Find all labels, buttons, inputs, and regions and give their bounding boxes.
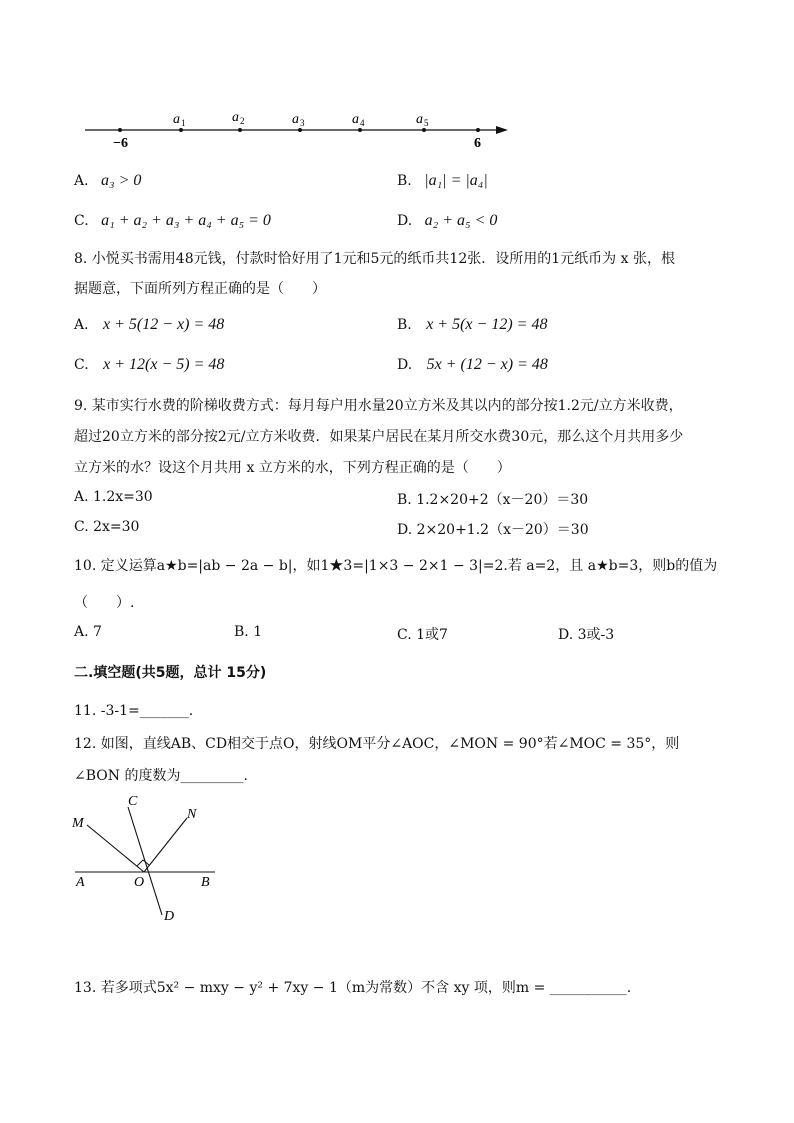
- label-a1-sub: 1: [181, 118, 186, 128]
- point-a2: [238, 128, 242, 132]
- q13-stem: 13. 若多项式5x² − mxy − y² + 7xy − 1（m为常数）不含 xy 项，则m = ___________.: [74, 980, 632, 996]
- point-a4: [358, 128, 362, 132]
- q7-option-d-expr: a₂ + a₅ < 0: [424, 212, 498, 229]
- q10-option-b[interactable]: B. 1: [234, 624, 263, 640]
- q9-option-a[interactable]: A. 1.2x=30: [74, 489, 153, 505]
- label-neg6: −6: [113, 136, 128, 151]
- q8-option-b[interactable]: [397, 316, 547, 334]
- point-pos6: [476, 128, 480, 132]
- q12-stem-line1: 12. 如图，直线AB、CD相交于点O，射线OM平分∠AOC，∠MON = 90°若∠MOC = 35°，则: [74, 736, 680, 752]
- q7-option-b-expr: |a₁| = |a₄|: [424, 172, 488, 189]
- q10-option-a[interactable]: A. 7: [74, 624, 102, 640]
- q8-option-c-expr: x + 12(x − 5) = 48: [103, 356, 225, 373]
- fig-label-c: C: [128, 794, 138, 809]
- q8-option-d-expr: 5x + (12 − x) = 48: [426, 356, 548, 373]
- q10-option-c[interactable]: C. 1或7: [397, 627, 448, 643]
- q9-option-c[interactable]: C. 2x=30: [74, 519, 140, 535]
- q10-stem-line1: 10. 定义运算a★b=|ab − 2a − b|，如1★3=|1×3 − 2×1 − 3|=2.若 a=2，且 a★b=3，则b的值为: [74, 558, 718, 574]
- section-heading: 二.填空题(共5题，总计 15分): [74, 665, 267, 681]
- q7-option-a[interactable]: [74, 172, 141, 190]
- label-a4: a: [352, 112, 359, 127]
- fig-label-n: N: [187, 807, 197, 822]
- q10-stem-line2: （ ）.: [74, 595, 135, 611]
- q11-stem: 11. -3-1=_______.: [74, 703, 194, 719]
- label-a4-sub: 4: [360, 118, 365, 128]
- fig-label-a: A: [76, 875, 85, 890]
- q7-option-d-label: D.: [397, 213, 413, 229]
- q8-option-b-expr: x + 5(x − 12) = 48: [426, 316, 548, 333]
- q7-option-c-label: C.: [74, 213, 89, 229]
- label-a3-sub: 3: [300, 118, 305, 128]
- fig-label-d: D: [164, 909, 175, 924]
- label-pos6: 6: [474, 136, 481, 151]
- q9-option-d[interactable]: D. 2×20+1.2（x－20）＝30: [397, 522, 589, 538]
- q7-option-b-label: B.: [397, 173, 412, 189]
- q8-option-d-label: D.: [397, 357, 413, 373]
- q8-stem-line2: 据题意，下面所列方程正确的是（ ）: [74, 281, 326, 297]
- q7-option-b[interactable]: [397, 172, 488, 190]
- fig-label-o: O: [134, 875, 145, 890]
- q7-option-c[interactable]: [74, 212, 271, 230]
- q8-stem-line1: 8. 小悦买书需用48元钱，付款时恰好用了1元和5元的纸币共12张．设所用的1元纸币为 x 张，根: [74, 251, 675, 267]
- q8-option-a[interactable]: [74, 316, 224, 334]
- q8-option-c-label: C.: [74, 357, 89, 373]
- point-a1: [179, 128, 183, 132]
- q7-option-a-label: A.: [74, 173, 89, 189]
- q8-option-c[interactable]: [74, 356, 224, 374]
- ray-on: [144, 818, 187, 872]
- q8-option-b-label: B.: [397, 317, 412, 333]
- q8-option-a-expr: x + 5(12 − x) = 48: [103, 316, 225, 333]
- q9-stem-line2: 超过20立方米的部分按2元/立方米收费．如果某户居民在某月所交水费30元，那么这个月共用多少: [74, 429, 684, 445]
- q9-stem-line1: 9. 某市实行水费的阶梯收费方式：每月每户用水量20立方米及其以内的部分按1.2元/立方米收费，: [74, 398, 683, 414]
- q8-option-a-label: A.: [74, 317, 89, 333]
- fig-label-m: M: [72, 816, 84, 831]
- q9-option-b[interactable]: B. 1.2×20+2（x－20）＝30: [397, 492, 589, 508]
- number-line-figure: [80, 105, 520, 155]
- q12-angle-figure: [70, 790, 220, 930]
- q10-option-d[interactable]: D. 3或-3: [558, 627, 615, 643]
- label-a5-sub: 5: [424, 118, 429, 128]
- point-a5: [422, 128, 426, 132]
- label-a3: a: [292, 112, 299, 127]
- line-cd: [128, 807, 162, 915]
- q8-option-d[interactable]: [397, 356, 548, 374]
- fig-label-b: B: [201, 875, 210, 890]
- q7-option-c-expr: a₁ + a₂ + a₃ + a₄ + a₅ = 0: [101, 212, 271, 229]
- label-a5: a: [416, 112, 423, 127]
- label-a1: a: [173, 112, 180, 127]
- q7-option-d[interactable]: [397, 212, 497, 230]
- right-angle-mark: [137, 860, 149, 866]
- q9-stem-line3: 立方米的水？设这个月共用 x 立方米的水，下列方程正确的是（ ）: [74, 460, 511, 476]
- label-a2-sub: 2: [240, 116, 245, 126]
- q12-stem-line2: ∠BON 的度数为_________.: [74, 768, 248, 784]
- point-a3: [298, 128, 302, 132]
- q7-option-a-expr: a₃ > 0: [101, 172, 142, 189]
- point-neg6: [118, 128, 122, 132]
- label-a2: a: [232, 110, 239, 125]
- number-line-arrow: [496, 126, 508, 134]
